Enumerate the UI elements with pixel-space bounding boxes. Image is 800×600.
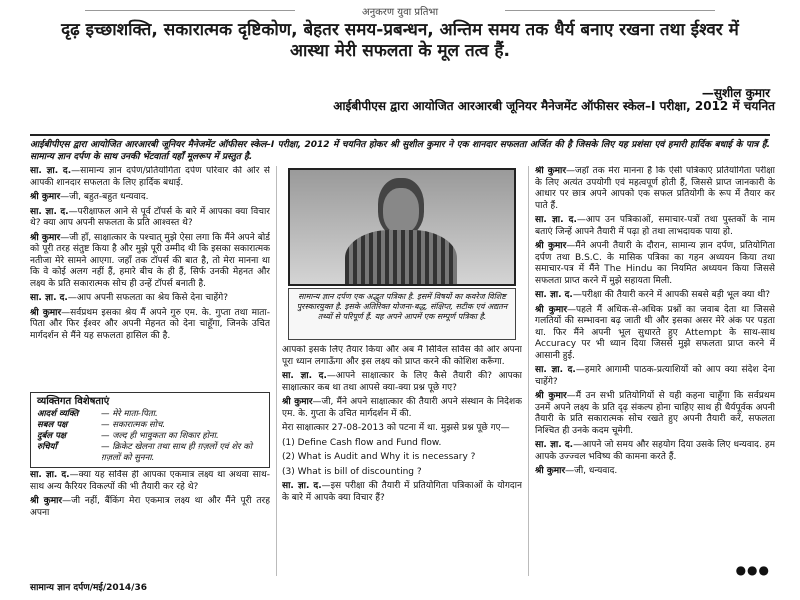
- interview-paragraph: [535, 290, 775, 302]
- end-mark: ●●●: [735, 563, 770, 577]
- interview-paragraph: [30, 192, 270, 204]
- interview-paragraph: [535, 166, 775, 212]
- paragraph-text: —क्या यह सर्विस ही आपका एकमात्र लक्ष्य था अथवा साथ-साथ अन्य कैरियर विकल्पों की भी तैयारी कर रहे थे?: [30, 470, 270, 492]
- interview-paragraph: [282, 438, 522, 450]
- interview-paragraph: [30, 207, 270, 230]
- interview-paragraph: [282, 371, 522, 394]
- intro-paragraph: आईबीपीएस द्वारा आयोजित आरआरबी जूनियर मैनेजमेंट ऑफीसर स्केल–I परीक्षा, 2012 में चयनित होकर श्री सुशील कुमार ने एक शानदार सफलता अर्जित की है जिसके लिए यह प्रशंसा एवं हमारी हार्दिक बधाई के पात्र हैं. सामान्य ज्ञान दर्पण के साथ उनकी भेंटवार्ता यहाँ मूलरूप में प्रस्तुत है.: [30, 140, 770, 162]
- trait-row: [37, 431, 263, 442]
- paragraph-text: —जी, धन्यवाद.: [565, 466, 618, 476]
- column-2: [282, 345, 522, 573]
- trait-key: आदर्श व्यक्ति: [37, 409, 79, 419]
- interview-paragraph: [30, 308, 270, 343]
- subtitle: आईबीपीएस द्वारा आयोजित आरआरबी जूनियर मैनेजमेंट ऑफीसर स्केल–I परीक्षा, 2012 में चयनित: [333, 99, 775, 113]
- interview-paragraph: [282, 481, 522, 504]
- interview-paragraph: [282, 345, 522, 368]
- paragraph-text: —परीक्षा की तैयारी करने में आपकी सबसे बड़ी भूल क्या थी?: [572, 290, 771, 300]
- speaker-label: श्री कुमार: [30, 496, 63, 506]
- column-3: [535, 166, 775, 576]
- interview-paragraph: [535, 466, 775, 478]
- speaker-label: श्री कुमार: [282, 397, 313, 407]
- speaker-label: श्री कुमार: [535, 166, 567, 176]
- paragraph-text: —इस परीक्षा की तैयारी में प्रतियोगिता पत्रिकाओं के योगदान के बारे में आपके क्या विचार हैं?: [282, 481, 522, 503]
- paragraph-text: —आपने साक्षात्कार के लिए कैसे तैयारी की? आपका साक्षात्कार कब था तथा आपसे क्या-क्या प्रश्न पूछे गए?: [282, 371, 522, 393]
- paragraph-text: —आप उन पत्रिकाओं, समाचार-पत्रों तथा पुस्तकों के नाम बताएं जिन्हें आपने तैयारी में पढ़ा हो तथा लाभदायक पाया हो.: [535, 215, 775, 237]
- trait-key: सबल पक्ष: [37, 420, 68, 430]
- interview-paragraph: [282, 467, 522, 479]
- portrait-shirt: [345, 230, 457, 286]
- paragraph-text: (2) What is Audit and Why it is necessary ?: [282, 452, 476, 462]
- speaker-label: सा. ज्ञा. द.: [535, 440, 574, 450]
- paragraph-text: —आप अपनी सफलता का श्रेय किसे देना चाहेंगे?: [67, 293, 229, 303]
- speaker-label: श्री कुमार: [535, 466, 566, 476]
- interview-paragraph: [535, 215, 775, 238]
- column-divider: [528, 166, 529, 576]
- portrait-face: [383, 188, 419, 234]
- interview-paragraph: [535, 440, 775, 463]
- traits-rows: [37, 409, 263, 464]
- speaker-label: सा. ज्ञा. द.: [535, 290, 573, 300]
- trait-key: दुर्बल पक्ष: [37, 431, 67, 441]
- paragraph-text: मेरा साक्षात्कार 27-08-2013 को पटना में था. मुझसे प्रश्न पूछे गए—: [282, 423, 510, 433]
- paragraph-text: —मैं उन सभी प्रतियोगियों से यही कहना चाहूँगा कि सर्वप्रथम उनमें अपने लक्ष्य के प्रति दृढ़ संकल्प होना चाहिए साथ ही धैर्यपूर्वक अपनी तैयारी के प्रति सकारात्मक सोच रखते हुए अपनी तैयारी करें, सफलता निश्चित ही उनके कदम चूमेगी.: [535, 391, 775, 436]
- headline: दृढ़ इच्छाशक्ति, सकारात्मक दृष्टिकोण, बेहतर समय-प्रबन्धन, अन्तिम समय तक धैर्य बनाए रखना तथा ईश्वर में आस्था मेरी सफलता के मूल तत्व हैं.: [61, 20, 739, 61]
- interview-paragraph: [535, 305, 775, 363]
- photo-caption: सामान्य ज्ञान दर्पण एक अद्भुत पत्रिका है. इसमें विषयों का कवरेज विशिष्ट पुरस्कारयुक्त है. इसके अतिरिक्त योजना-बद्ध, संक्षिप्त, सटीक एवं अद्यतन तथ्यों से परिपूर्ण हैं. यह अपने आपमें एक सम्पूर्ण पत्रिका है.: [288, 288, 516, 340]
- speaker-label: श्री कुमार: [535, 391, 567, 401]
- trait-row: [37, 442, 263, 464]
- trait-row: [37, 420, 263, 431]
- trait-key: रुचियाँ: [37, 442, 57, 452]
- interview-paragraph: [282, 452, 522, 464]
- speaker-label: सा. ज्ञा. द.: [282, 481, 322, 491]
- interview-paragraph: [535, 241, 775, 287]
- interview-paragraph: [535, 391, 775, 437]
- interview-paragraph: [282, 423, 522, 435]
- section-label: अनुकरण युवा प्रतिभा: [300, 4, 500, 18]
- interview-paragraph: [30, 293, 270, 305]
- column-divider: [276, 166, 277, 576]
- personal-traits-box: [30, 392, 270, 468]
- paragraph-text: —पहले मैं अधिक-से-अधिक प्रश्नों का जवाब देता था जिससे गलतियों की सम्भावना बढ़ जाती थी और इसका असर मेरे अंक पर पड़ता था. फिर मैंने अपनी भूल सुधारते हुए Attempt के साथ-साथ Accuracy पर भी ध्यान दिया जिससे मुझे सफलता प्राप्त करने में आसानी हुई.: [535, 304, 775, 361]
- header-rule: [30, 134, 770, 136]
- paragraph-text: —जी नहीं, बैंकिंग मेरा एकमात्र लक्ष्य था और मैंने पूरी तरह अपना: [30, 496, 270, 518]
- paragraph-text: —जी, बहुत-बहुत धन्यवाद.: [60, 192, 149, 202]
- interview-paragraph: [30, 496, 270, 519]
- traits-title: व्यक्तिगत विशेषताएं: [37, 396, 110, 407]
- speaker-label: सा. ज्ञा. द.: [535, 215, 577, 225]
- paragraph-text: —मैंने अपनी तैयारी के दौरान, सामान्य ज्ञान दर्पण, प्रतियोगिता दर्पण तथा B.S.C. के मासिक पत्रिका का गहन अध्ययन किया तथा समाचार-पत्र में मैंने The Hindu का नियमित अध्ययन किया जिससे सफलता प्राप्त करने में मुझे सहायता मिली.: [535, 241, 775, 286]
- speaker-label: श्री कुमार: [535, 304, 568, 315]
- speaker-label: सा. ज्ञा. द.: [30, 166, 72, 176]
- speaker-label: सा. ज्ञा. द.: [30, 293, 68, 303]
- interview-paragraph: [535, 365, 775, 388]
- trait-value: — क्रिकेट खेलना तथा साथ ही ग़ज़लों एवं शेर को ग़ज़लों को सुनना.: [101, 442, 253, 463]
- speaker-label: श्री कुमार: [535, 241, 567, 251]
- column-1-continued: [30, 470, 270, 580]
- paragraph-text: —जी हाँ, साक्षात्कार के पश्चात् मुझे ऐसा लगा कि मैंने अपने बोर्ड को पूरी तरह संतुष्ट किया है और मुझे पूरी उम्मीद थी कि इसका सकारात्मक नतीजा मेरे सामने आएगा. जहाँ तक टॉपर्स की बात है, तो मेरा मानना था कि वे कोई अलग नहीं हैं, हमारे बीच के ही हैं, सिर्फ उनकी मेहनत और लक्ष्य के प्रति सकारात्मक सोच ही उन्हें टॉपर्स बनाती है.: [30, 232, 270, 289]
- speaker-label: श्री कुमार: [30, 232, 61, 243]
- paragraph-text: —सर्वप्रथम इसका श्रेय मैं अपने गुरु एम. के. गुप्ता तथा माता-पिता और फिर ईश्वर और अपनी मेहनत को देना चाहूँगा, जिनके उचित मार्गदर्शन से मैंने यह सफलता हासिल की है.: [30, 307, 270, 341]
- paragraph-text: आपको इसके लिए तैयार किया और अब मैं सिविल सर्विस की ओर अपना पूरा ध्यान लगाऊँगा और इस लक्ष्य को प्राप्त करने की कोशिश करूँगा.: [282, 345, 522, 367]
- speaker-label: सा. ज्ञा. द.: [535, 365, 576, 375]
- speaker-label: सा. ज्ञा. द.: [30, 470, 70, 480]
- paragraph-text: —परीक्षाफल आने से पूर्व टॉपर्स के बारे में आपका क्या विचार थे? क्या आप अपनी सफलता के प्रति आश्वस्त थे?: [30, 206, 270, 228]
- paragraph-text: —हमारे आगामी पाठक-प्रत्याशियों को आप क्या संदेश देना चाहेंगे?: [535, 365, 775, 387]
- trait-value: — सकारात्मक सोच.: [101, 420, 166, 430]
- speaker-label: सा. ज्ञा. द.: [30, 206, 69, 217]
- interview-paragraph: [30, 166, 270, 189]
- column-1: [30, 166, 270, 390]
- speaker-label: श्री कुमार: [30, 192, 61, 202]
- speaker-label: श्री कुमार: [30, 307, 62, 318]
- trait-value: — जल्द ही भावुकता का शिकार होना.: [101, 431, 219, 441]
- paragraph-text: —जी, मैंने अपने साक्षात्कार की तैयारी अपने संस्थान के निदेशक एम. के. गुप्ता के उचित मार्गदर्शन में की.: [282, 397, 522, 419]
- paragraph-text: —जहाँ तक मेरा मानना है कि ऐसी पत्रिकाएं प्रतियोगिता परीक्षा के लिए अत्यंत उपयोगी एवं महत्वपूर्ण होती हैं, जिससे प्राप्त जानकारी के आधार पर छात्र अपने आपको एक सफल प्रतियोगी के रूप में तैयार कर पाते हैं.: [535, 166, 775, 211]
- interview-paragraph: [30, 233, 270, 291]
- paragraph-text: —आपने जो समय और सहयोग दिया उसके लिए धन्यवाद. हम आपके उज्ज्वल भविष्य की कामना करते हैं.: [535, 440, 775, 462]
- page-footer: सामान्य ज्ञान दर्पण/मई/2014/36: [30, 583, 147, 593]
- interview-paragraph: [282, 397, 522, 420]
- author-name: —सुशील कुमार: [701, 86, 770, 100]
- paragraph-text: (1) Define Cash flow and Fund flow.: [282, 437, 442, 448]
- portrait-photo: [288, 168, 516, 286]
- paragraph-text: (3) What is bill of discounting ?: [282, 466, 422, 477]
- speaker-label: सा. ज्ञा. द.: [282, 371, 327, 381]
- trait-value: — मेरे माता-पिता.: [101, 409, 158, 419]
- paragraph-text: —सामान्य ज्ञान दर्पण/प्रतियोगिता दर्पण परिवार की ओर से आपकी शानदार सफलता के लिए हार्दिक बधाई.: [30, 166, 270, 188]
- interview-paragraph: [30, 470, 270, 493]
- trait-row: [37, 409, 263, 420]
